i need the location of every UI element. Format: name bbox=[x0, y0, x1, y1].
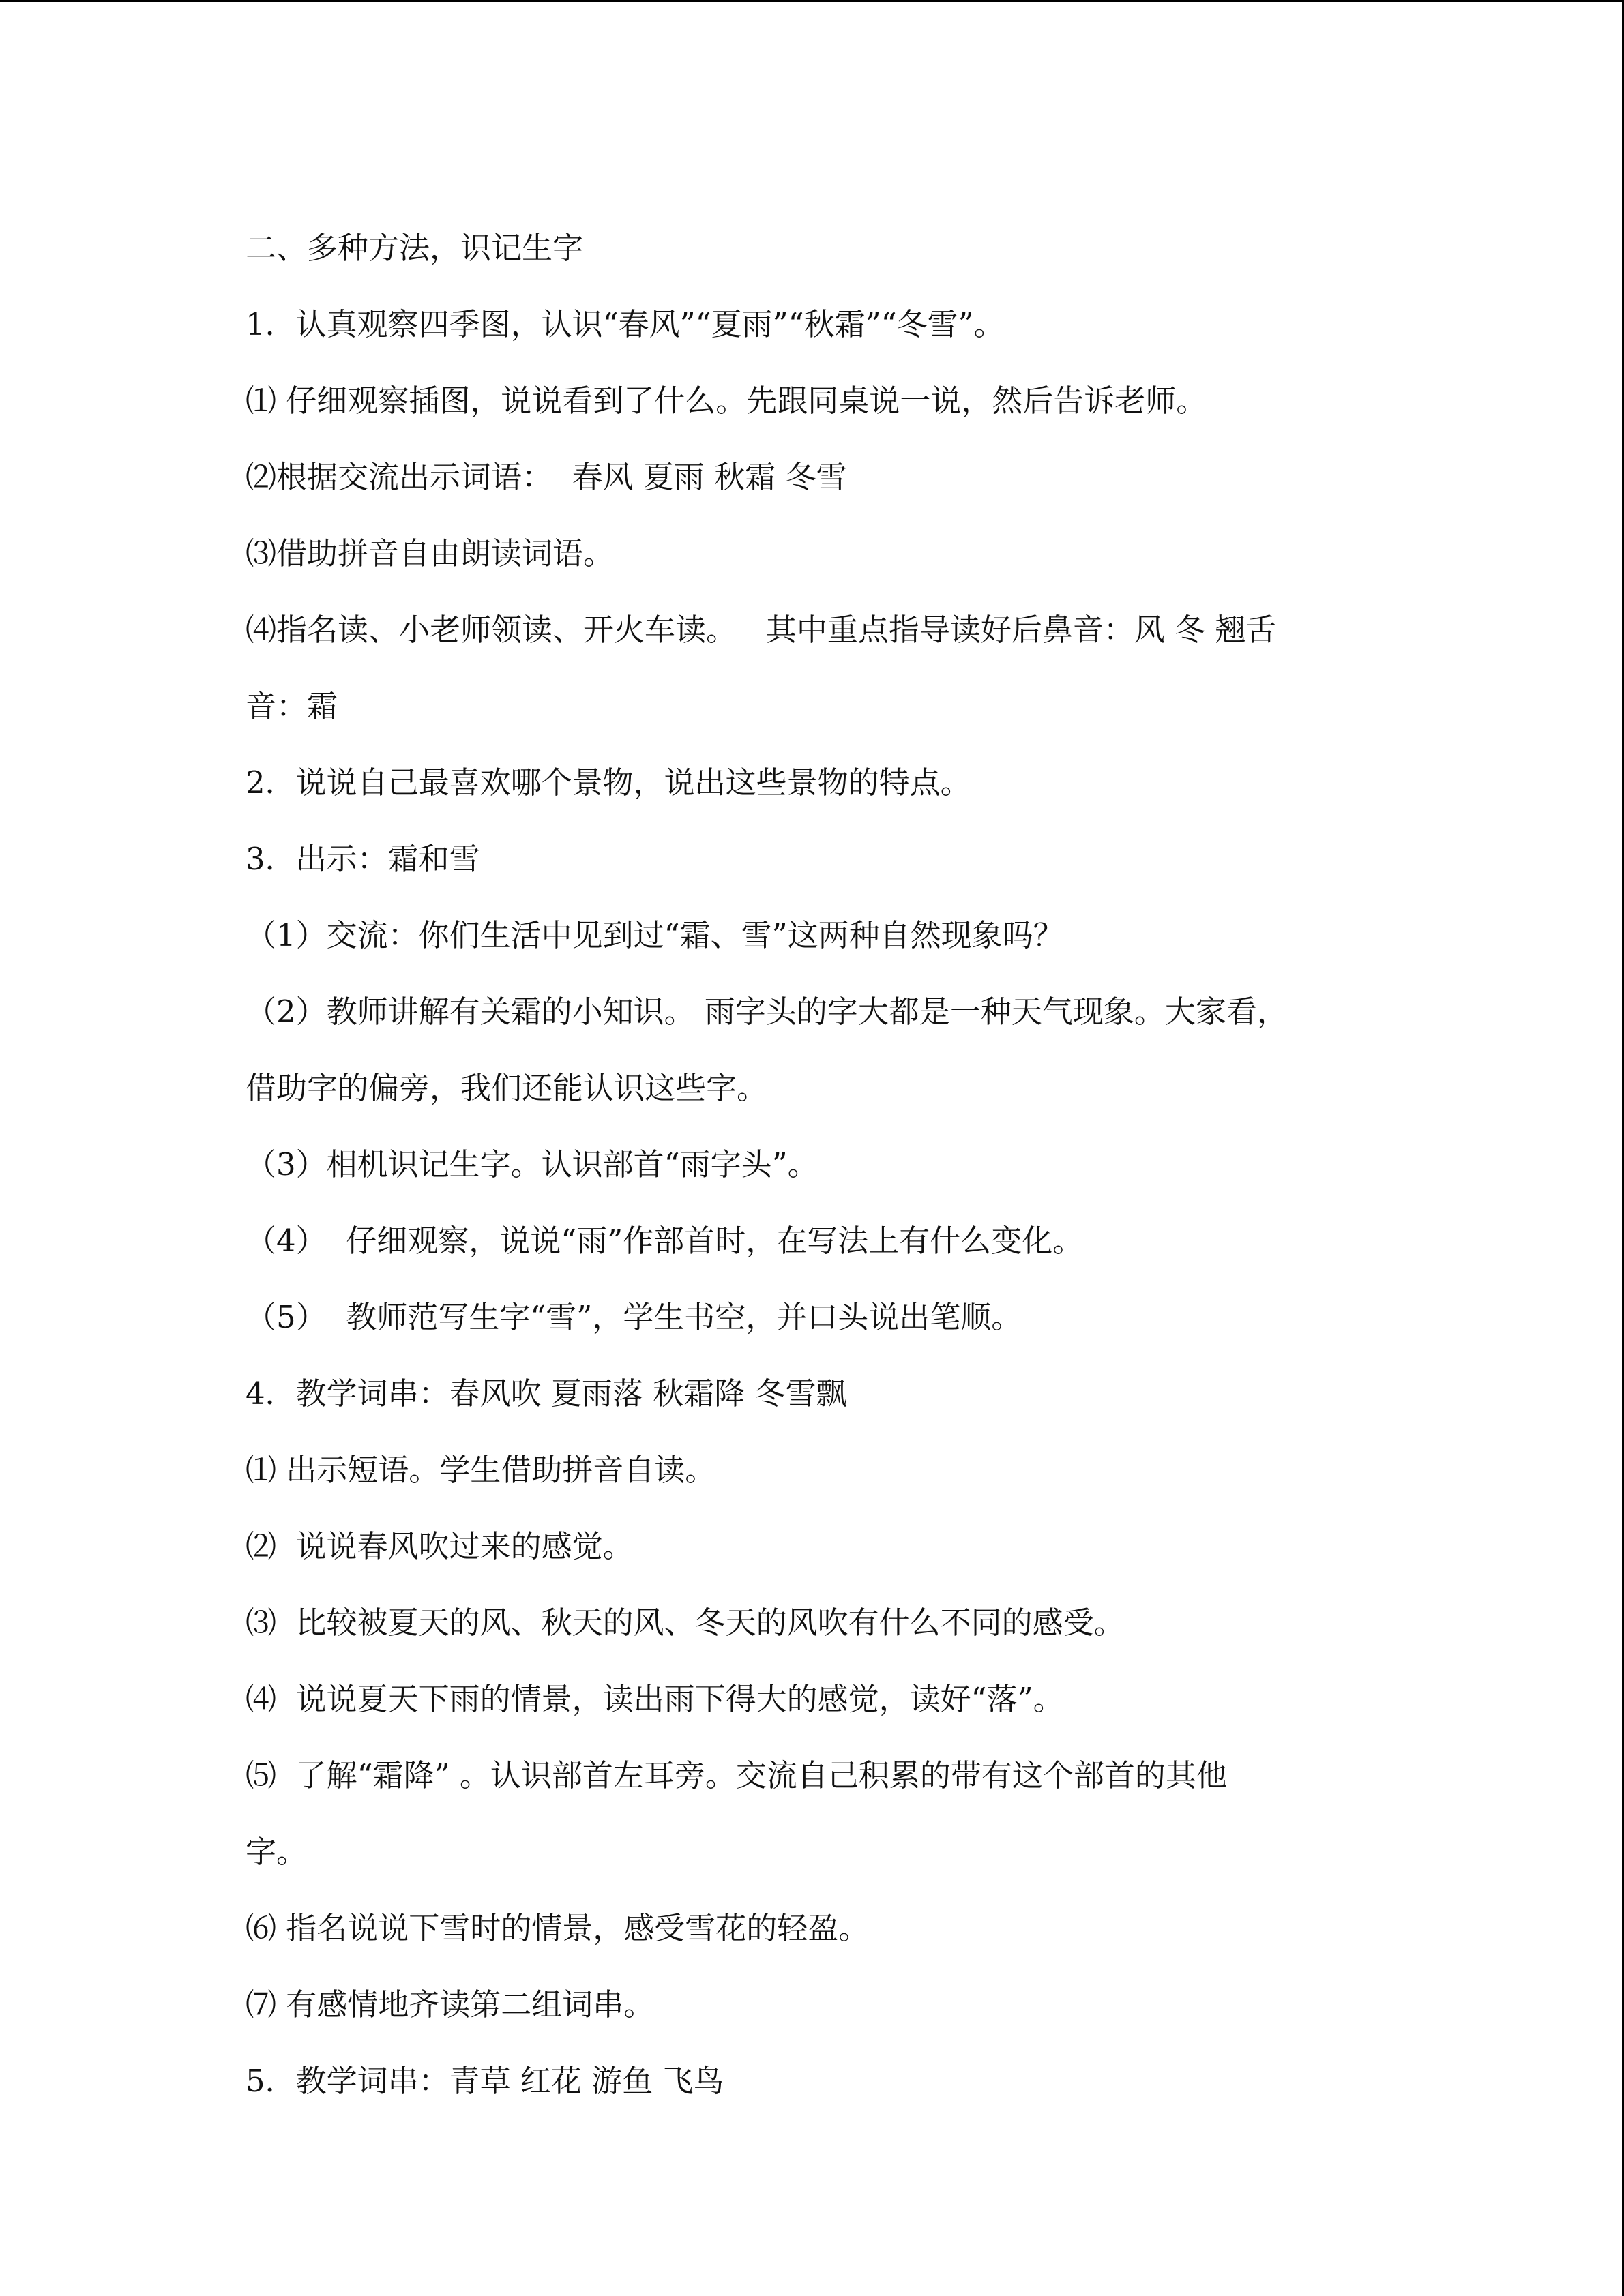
text-line: 3．出示：霜和雪 bbox=[246, 841, 480, 877]
text-line: ⑵ 说说春风吹过来的感觉。 bbox=[246, 1528, 634, 1564]
text-line: ⑴ 出示短语。学生借助拼音自读。 bbox=[246, 1452, 716, 1488]
text-line: 1．认真观察四季图，认识“春风”“夏雨”“秋霜”“冬雪”。 bbox=[246, 306, 1005, 342]
text-line: 音：霜 bbox=[246, 688, 338, 724]
text-line: ⑸ 了解“霜降” 。认识部首左耳旁。交流自己积累的带有这个部首的其他 bbox=[246, 1757, 1227, 1793]
document-body bbox=[246, 210, 1391, 2119]
text-line: ⑴ 仔细观察插图，说说看到了什么。先跟同桌说一说，然后告诉老师。 bbox=[246, 383, 1207, 419]
text-line: ⑷ 说说夏天下雨的情景，读出雨下得大的感觉，读好“落”。 bbox=[246, 1681, 1064, 1717]
text-line: 字。 bbox=[246, 1834, 308, 1870]
text-line: ⑷指名读、小老师领读、开火车读。 其中重点指导读好后鼻音：风 冬 翘舌 bbox=[246, 612, 1277, 648]
text-line: （4） 仔细观察，说说“雨”作部首时，在写法上有什么变化。 bbox=[246, 1223, 1084, 1259]
text-line: ⑶ 比较被夏天的风、秋天的风、冬天的风吹有什么不同的感受。 bbox=[246, 1605, 1125, 1641]
text-line: ⑵根据交流出示词语： 春风 夏雨 秋霜 冬雪 bbox=[246, 459, 847, 495]
text-line: ⑶借助拼音自由朗读词语。 bbox=[246, 535, 615, 571]
text-line: ⑺ 有感情地齐读第二组词串。 bbox=[246, 1986, 655, 2023]
text-line: （1）交流：你们生活中见到过“霜、雪”这两种自然现象吗？ bbox=[246, 917, 1064, 953]
text-line: 4．教学词串：春风吹 夏雨落 秋霜降 冬雪飘 bbox=[246, 1375, 847, 1412]
text-line: （5） 教师范写生字“雪”，学生书空，并口头说出笔顺。 bbox=[246, 1299, 1022, 1335]
text-line: 借助字的偏旁，我们还能认识这些字。 bbox=[246, 1070, 768, 1106]
section-heading: 二、多种方法，识记生字 bbox=[246, 230, 584, 266]
text-line: 2．说说自己最喜欢哪个景物，说出这些景物的特点。 bbox=[246, 764, 971, 801]
text-line: （2）教师讲解有关霜的小知识。 雨字头的字大都是一种天气现象。大家看， bbox=[246, 994, 1288, 1030]
text-line: ⑹ 指名说说下雪时的情景，感受雪花的轻盈。 bbox=[246, 1910, 870, 1946]
text-line: 5．教学词串：青草 红花 游鱼 飞鸟 bbox=[246, 2063, 724, 2099]
text-line: （3）相机识记生字。认识部首“雨字头”。 bbox=[246, 1146, 818, 1182]
